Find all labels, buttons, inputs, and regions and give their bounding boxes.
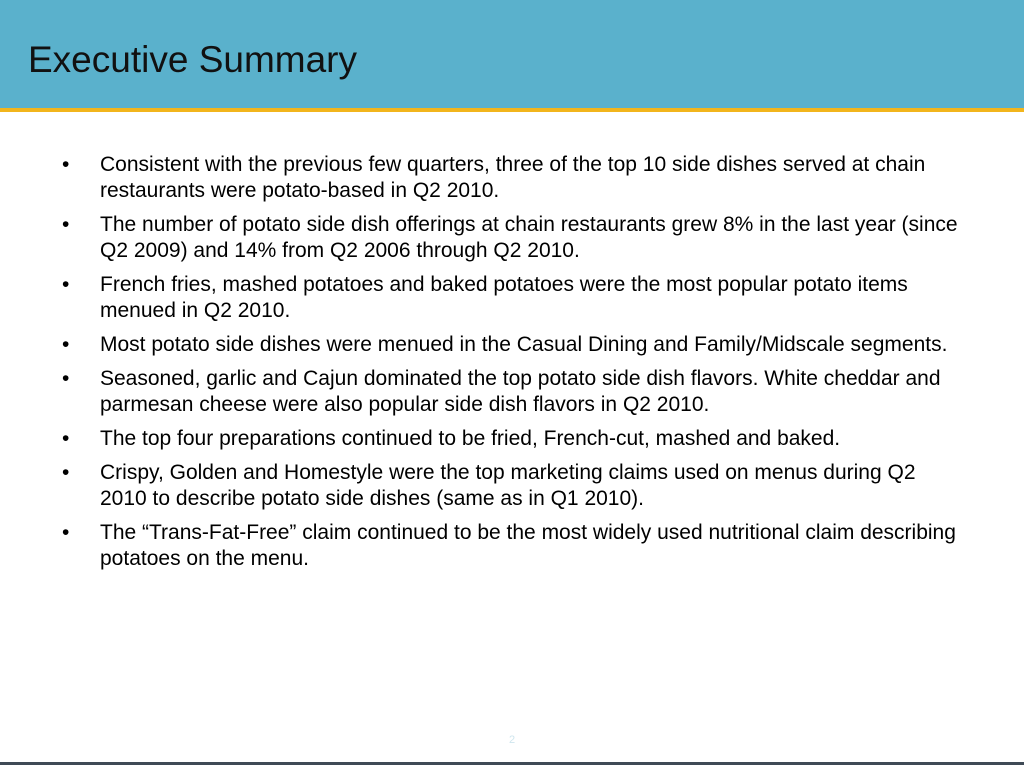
bullet-text: French fries, mashed potatoes and baked potatoes were the most popular potato items menued in Q2 2010.	[100, 273, 908, 322]
bullet-item	[62, 152, 962, 204]
bottom-rule	[0, 762, 1024, 765]
bullet-text: The top four preparations continued to be fried, French-cut, mashed and baked.	[100, 427, 841, 450]
bullet-item	[62, 366, 962, 418]
bullet-text: The number of potato side dish offerings at chain restaurants grew 8% in the last year (since Q2 2009) and 14% from Q2 2006 through Q2 2010.	[100, 213, 958, 262]
bullet-text: Seasoned, garlic and Cajun dominated the top potato side dish flavors. White cheddar and parmesan cheese were also popular side dish flavors in Q2 2010.	[100, 367, 941, 416]
title-accent-rule	[0, 108, 1024, 112]
bullet-text: The “Trans-Fat-Free” claim continued to be the most widely used nutritional claim describing potatoes on the menu.	[100, 521, 956, 570]
bullet-list	[62, 152, 962, 580]
bullet-item	[62, 212, 962, 264]
bullet-dot-icon: •	[62, 153, 70, 176]
bullet-item	[62, 460, 962, 512]
bullet-dot-icon: •	[62, 333, 70, 356]
bullet-dot-icon: •	[62, 273, 70, 296]
slide-title: Executive Summary	[28, 39, 357, 80]
bullet-dot-icon: •	[62, 367, 70, 390]
bullet-item	[62, 332, 962, 358]
bullet-text: Most potato side dishes were menued in the Casual Dining and Family/Midscale segments.	[100, 333, 948, 356]
bullet-dot-icon: •	[62, 427, 70, 450]
bullet-text: Consistent with the previous few quarters, three of the top 10 side dishes served at chain restaurants were potato-based in Q2 2010.	[100, 153, 926, 202]
bullet-dot-icon: •	[62, 461, 70, 484]
bullet-item	[62, 272, 962, 324]
bullet-item	[62, 426, 962, 452]
bullet-text: Crispy, Golden and Homestyle were the top marketing claims used on menus during Q2 2010 to describe potato side dishes (same as in Q1 2010).	[100, 461, 916, 510]
bullet-dot-icon: •	[62, 521, 70, 544]
bullet-item	[62, 520, 962, 572]
bullet-dot-icon: •	[62, 213, 70, 236]
page-number: 2	[508, 734, 516, 746]
